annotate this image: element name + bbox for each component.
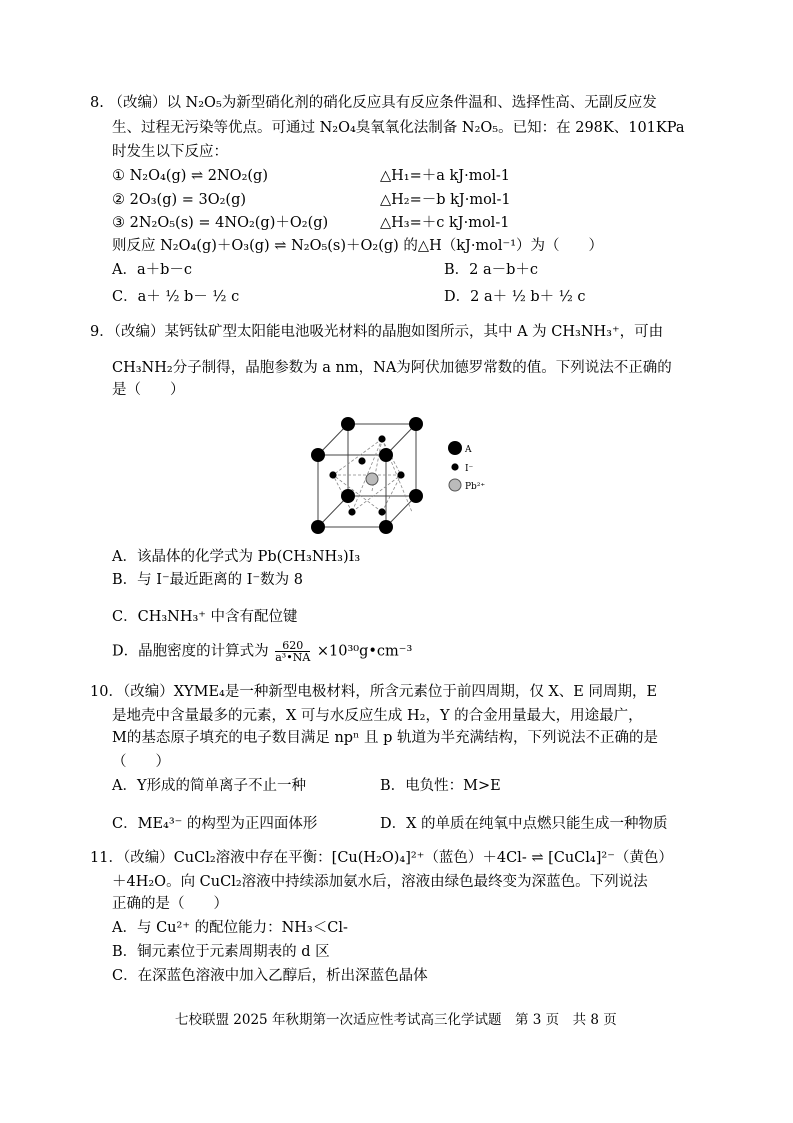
corner-ion <box>409 417 423 431</box>
q10-line4: （ ） <box>112 754 170 770</box>
crystal-cell-figure <box>300 412 500 544</box>
body-center-ion <box>366 473 378 485</box>
corner-ion <box>311 520 325 534</box>
q8-line2: 生、过程无污染等优点。可通过 N₂O₄臭氧氧化法制备 N₂O₅。已知：在 298K、101KPa <box>112 120 685 136</box>
q8-line1: 8. （改编）以 N₂O₅为新型硝化剂的硝化反应具有反应条件温和、选择性高、无副反应发 <box>90 95 657 111</box>
q9-option-a: A．该晶体的化学式为 Pb(CH₃NH₃)I₃ <box>112 549 361 565</box>
q10-line1: 10．（改编）XYME₄是一种新型电极材料，所含元素位于前四周期，仅 X、E 同周期，E <box>90 684 658 700</box>
q8-question: 则反应 N₂O₄(g)＋O₃(g) ⇌ N₂O₅(s)＋O₂(g) 的△H（kJ·mol⁻¹）为（ ） <box>112 238 604 254</box>
q9-option-b: B．与 I⁻最近距离的 I⁻数为 8 <box>112 572 303 588</box>
q8-option-a: A．a＋b－c <box>112 262 193 278</box>
legend-i-label: I⁻ <box>465 464 474 474</box>
q10-option-d: D．X 的单质在纯氧中点燃只能生成一种物质 <box>380 816 668 832</box>
q10-option-a: A．Y形成的简单离子不止一种 <box>112 778 307 794</box>
legend-pb-marker <box>449 479 461 491</box>
corner-ion <box>379 520 393 534</box>
face-ion <box>358 457 365 464</box>
q8-reaction3-enthalpy: △H₃=＋c kJ·mol-1 <box>380 215 510 231</box>
q11-line3: 正确的是（ ） <box>112 896 228 912</box>
q10-line2: 是地壳中含量最多的元素，X 可与水反应生成 H₂，Y 的合金用量最大，用途最广， <box>112 708 643 724</box>
q11-option-a: A．与 Cu²⁺ 的配位能力：NH₃＜Cl- <box>112 920 348 936</box>
q9-option-d <box>112 640 412 663</box>
q8-reaction2: ② 2O₃(g) = 3O₂(g) <box>112 192 247 208</box>
q8-reaction1-enthalpy: △H₁=＋a kJ·mol-1 <box>380 168 510 184</box>
corner-ion <box>341 489 355 503</box>
q9-line1: 9．（改编）某钙钛矿型太阳能电池吸光材料的晶胞如图所示，其中 A 为 CH₃NH₃⁺，可由 <box>90 324 664 340</box>
corner-ion <box>409 489 423 503</box>
face-ion <box>329 471 336 478</box>
q11-line2: ＋4H₂O。向 CuCl₂溶液中持续添加氨水后，溶液由绿色最终变为深蓝色。下列说法 <box>112 874 648 890</box>
q8-option-d: D．2 a＋ ½ b＋ ½ c <box>444 289 586 305</box>
face-ion <box>397 471 404 478</box>
q11-option-b: B．铜元素位于元素周期表的 d 区 <box>112 944 330 960</box>
q10-line3: M的基态原子填充的电子数目满足 npⁿ 且 p 轨道为半充满结构，下列说法不正确的是 <box>112 730 658 746</box>
q8-option-c: C．a＋ ½ b－ ½ c <box>112 289 240 305</box>
q10-option-c: C．ME₄³⁻ 的构型为正四面体形 <box>112 816 318 832</box>
q9-option-c: C．CH₃NH₃⁺ 中含有配位键 <box>112 609 298 625</box>
legend-a-label: A <box>465 445 472 455</box>
page-footer: 七校联盟 2025 年秋期第一次适应性考试高三化学试题 第 3 页 共 8 页 <box>175 1012 617 1028</box>
q9-density-denominator: a³•NA <box>275 651 311 664</box>
q9-line2: CH₃NH₂分子制得，晶胞参数为 a nm，NA为阿伏加德罗常数的值。下列说法不正确的 <box>112 360 672 376</box>
q8-reaction2-enthalpy: △H₂=－b kJ·mol-1 <box>380 192 511 208</box>
corner-ion <box>379 448 393 462</box>
corner-ion <box>341 417 355 431</box>
q9-density-numerator: 620 <box>275 640 310 652</box>
face-ion <box>378 435 385 442</box>
legend-pb-label: Pb²⁺ <box>465 482 486 492</box>
q11-line1: 11．（改编）CuCl₂溶液中存在平衡：[Cu(H₂O)₄]²⁺（蓝色）＋4Cl- ⇌ [CuCl₄]²⁻（黄色） <box>90 850 673 866</box>
face-ion <box>348 508 355 515</box>
q8-line3: 时发生以下反应： <box>112 144 228 160</box>
q9-line3: 是（ ） <box>112 382 185 398</box>
q8-reaction1: ① N₂O₄(g) ⇌ 2NO₂(g) <box>112 168 268 184</box>
q8-option-b: B．2 a－b＋c <box>444 262 539 278</box>
q10-option-b: B．电负性：M>E <box>380 778 501 794</box>
q9-density-fraction <box>275 640 310 663</box>
face-ion <box>378 508 385 515</box>
legend-i-marker <box>451 463 458 470</box>
q8-reaction3: ③ 2N₂O₅(s) = 4NO₂(g)＋O₂(g) <box>112 215 329 231</box>
q9-option-d-suffix: ×10³⁰g•cm⁻³ <box>316 643 413 660</box>
q9-option-d-prefix: D．晶胞密度的计算式为 <box>112 643 269 660</box>
q11-option-c: C．在深蓝色溶液中加入乙醇后，析出深蓝色晶体 <box>112 968 428 984</box>
legend-a-marker <box>448 441 462 455</box>
corner-ion <box>311 448 325 462</box>
